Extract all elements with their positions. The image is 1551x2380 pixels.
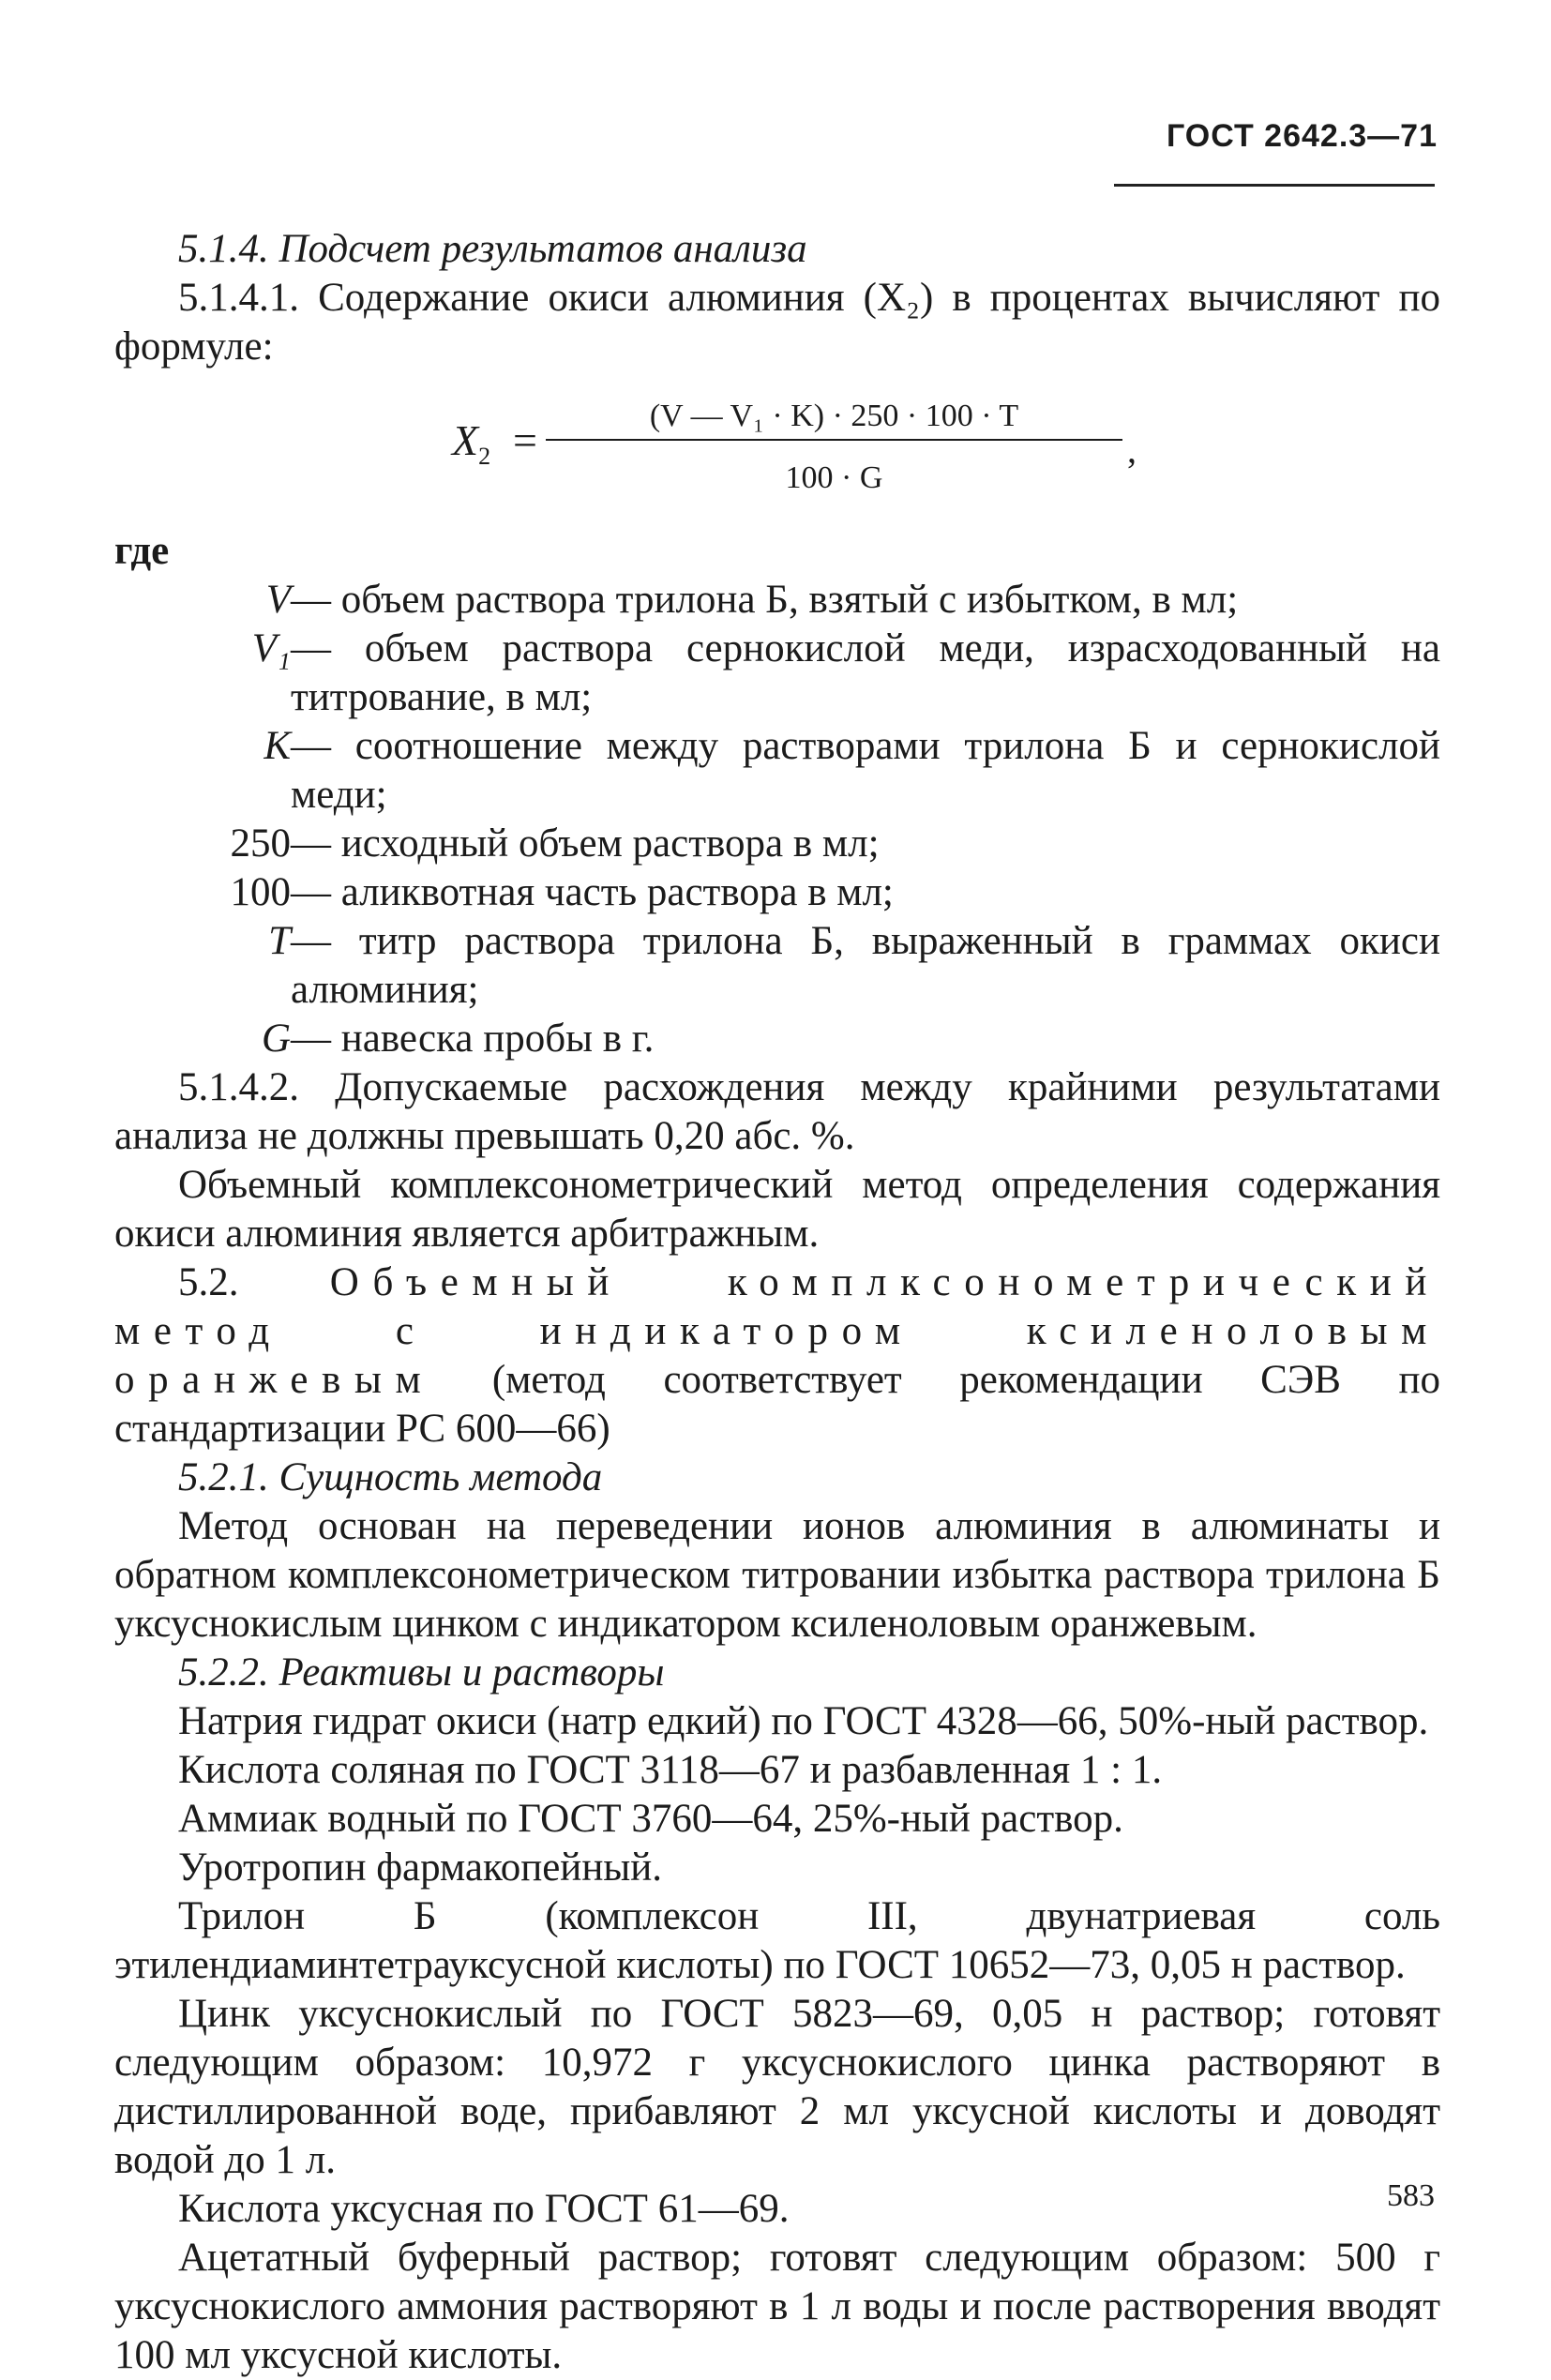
header-rule (1114, 184, 1435, 187)
definition-text: — титр раствора трилона Б, выраженный в граммах окиси алюминия; (291, 919, 1440, 1012)
definition-text: — навеска пробы в г. (291, 1017, 655, 1061)
definition-symbol: 100 (230, 870, 291, 914)
definition-item (114, 625, 1440, 722)
definition-item (114, 917, 1440, 1015)
formula-equals: = (513, 416, 537, 464)
definition-text: — объем раствора сернокислой меди, израсходованный на титрование, в мл; (291, 626, 1440, 719)
formula-fraction-bar (546, 439, 1122, 441)
formula-numerator: (V — V₁ · K) · 250 · 100 · T (649, 399, 1019, 433)
definition-symbol: G (261, 1017, 291, 1061)
reagent-item: Цинк уксуснокислый по ГОСТ 5823—69, 0,05 н раствор; готовят следующим образом: 10,972 г уксуснокислого цинка растворяют в дистиллированной воде, прибавляют 2 мл уксусной кислоты и доводят водой до 1 л. (114, 1992, 1440, 2182)
section-5-2-note: (метод соответствует рекомендации СЭВ по стандартизации РС 600—66) (114, 1358, 1440, 1451)
section-5-2-heading (114, 1258, 1440, 1454)
section-5-2-number: 5.2. (178, 1260, 239, 1304)
formula-comma: , (1127, 429, 1137, 471)
where-label: где (114, 529, 170, 573)
reagent-item: Уротропин фармакопейный. (178, 1845, 662, 1890)
definition-symbol: V₁ (251, 626, 291, 670)
reagent-item: Аммиак водный по ГОСТ 3760—64, 25%-ный раствор. (178, 1797, 1123, 1841)
definition-symbol: V (265, 578, 291, 622)
definition-text: — объем раствора трилона Б, взятый с избытком, в мл; (291, 578, 1239, 622)
definition-item (114, 820, 1440, 868)
reagent-item: Кислота уксусная по ГОСТ 61—69. (178, 2187, 790, 2231)
reagent-item: Трилон Б (комплексон III, двунатриевая соль этилендиаминтетрауксусной кислоты) по ГОСТ 10652—73, 0,05 н раствор. (114, 1894, 1440, 1987)
reagent-item: Ацетатный буферный раствор; готовят следующим образом: 500 г уксуснокислого аммония растворяют в 1 л воды и после растворения вводят 100 мл уксусной кислоты. (114, 2236, 1440, 2377)
definition-item (114, 868, 1440, 917)
standard-code-header: ГОСТ 2642.3—71 (1166, 118, 1438, 154)
document-body (114, 225, 1440, 2380)
section-5-1-4-title: 5.1.4. Подсчет результатов анализа (178, 227, 807, 271)
definition-text: — исходный объем раствора в мл; (291, 821, 880, 866)
section-5-2-1-text: Метод основан на переведении ионов алюминия в алюминаты и обратном комплексонометрическом титровании избытка раствора трилона Б уксуснокислым цинком с индикатором ксиленоловым оранжевым. (114, 1504, 1440, 1646)
formula-lhs-symbol: X (452, 416, 479, 464)
section-5-2-1-title: 5.2.1. Сущность метода (178, 1455, 603, 1499)
reagent-item: Кислота соляная по ГОСТ 3118—67 и разбавленная 1 : 1. (178, 1748, 1163, 1792)
formula-x2 (114, 381, 1440, 512)
definition-symbol: K (264, 724, 291, 768)
definition-item (114, 576, 1440, 625)
arbitration-method-note: Объемный комплексонометрический метод определения содержания окиси алюминия является арбитражным. (114, 1163, 1440, 1256)
definition-text: — соотношение между растворами трилона Б и сернокислой меди; (291, 724, 1440, 817)
formula-lhs (452, 416, 490, 481)
definition-text: — аликвотная часть раствора в мл; (291, 870, 894, 914)
definition-symbol: 250 (230, 821, 291, 866)
definition-item (114, 722, 1440, 820)
section-5-1-4-1-text: 5.1.4.1. Содержание окиси алюминия (X₂) в процентах вычисляют по формуле: (114, 276, 1440, 369)
section-5-1-4-2-text: 5.1.4.2. Допускаемые расхождения между крайними результатами анализа не должны превышать 0,20 абс. %. (114, 1065, 1440, 1158)
section-5-2-2-title: 5.2.2. Реактивы и растворы (178, 1650, 665, 1695)
formula-denominator: 100 · G (785, 460, 883, 495)
section-5-2-spaced-title: Объемный комплксонометрический метод с индикатором ксиленоловым оранжевым (114, 1260, 1441, 1402)
formula-lhs-subscript: 2 (478, 443, 491, 471)
reagent-item: Натрия гидрат окиси (натр едкий) по ГОСТ 4328—66, 50%-ный раствор. (178, 1699, 1429, 1743)
definition-symbol: T (268, 919, 291, 963)
definition-item (114, 1015, 1440, 1063)
page-number: 583 (1387, 2178, 1435, 2213)
